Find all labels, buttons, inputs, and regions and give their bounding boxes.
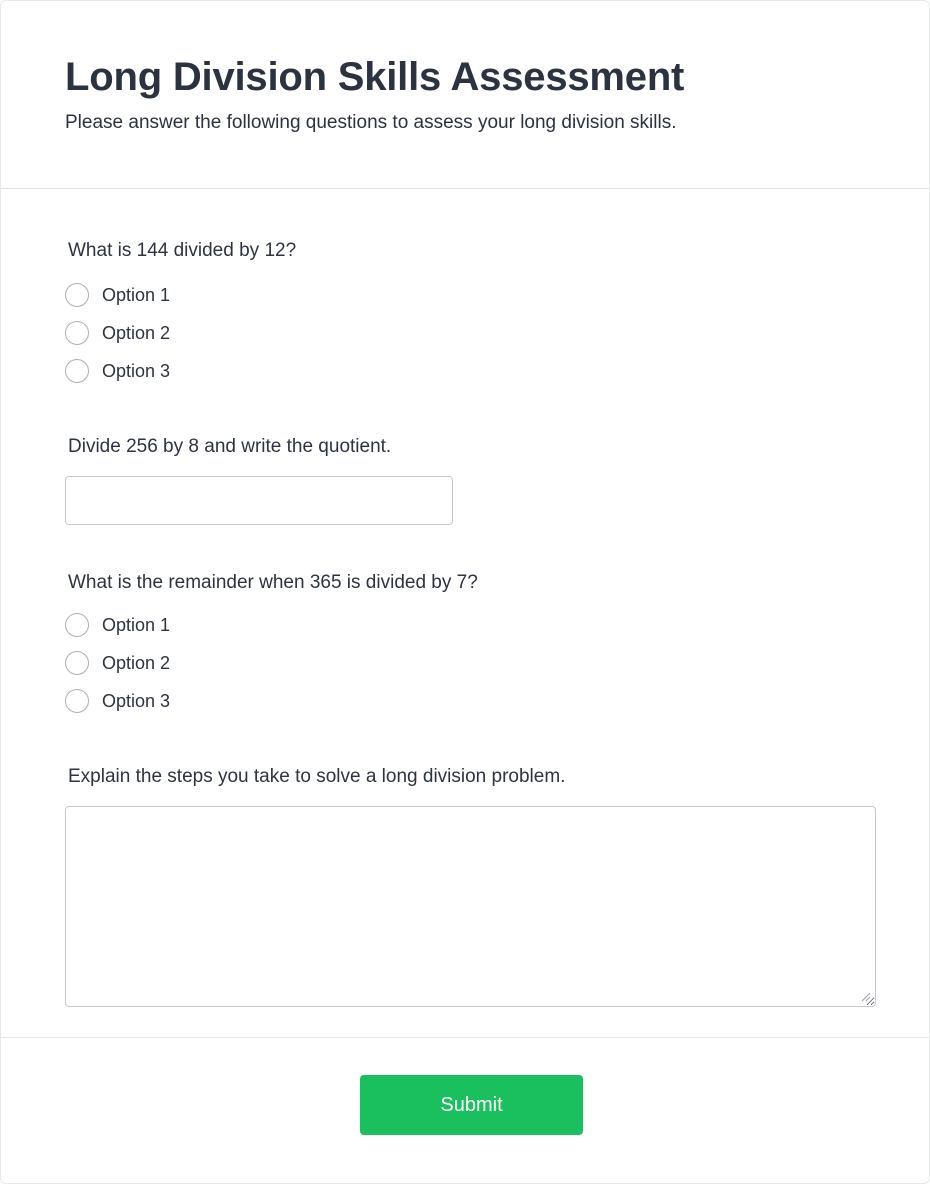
page-subtitle: Please answer the following questions to assess your long division skills. [65,112,677,133]
form-header [1,1,929,189]
radio-button[interactable] [65,359,89,383]
radio-button[interactable] [65,689,89,713]
submit-button[interactable]: Submit [360,1075,583,1135]
option-label: Option 2 [102,322,171,343]
question-3-label: What is the remainder when 365 is divided by 7? [68,572,478,593]
option-label: Option 3 [102,360,171,381]
question-3-option-2[interactable] [65,650,170,676]
quotient-input[interactable] [65,476,453,525]
radio-button[interactable] [65,613,89,637]
question-3-option-3[interactable] [65,688,170,714]
option-label: Option 1 [102,614,171,635]
radio-button[interactable] [65,321,89,345]
question-3-option-1[interactable] [65,612,170,638]
radio-button[interactable] [65,651,89,675]
question-1-option-3[interactable] [65,358,170,384]
radio-button[interactable] [65,283,89,307]
question-1-option-1[interactable] [65,282,170,308]
option-label: Option 3 [102,690,171,711]
question-4-label: Explain the steps you take to solve a long division problem. [68,766,566,787]
resize-grip-icon[interactable] [859,990,871,1002]
question-1-label: What is 144 divided by 12? [68,240,297,261]
option-label: Option 1 [102,284,171,305]
question-2-label: Divide 256 by 8 and write the quotient. [68,436,392,457]
page-title: Long Division Skills Assessment [65,55,685,99]
footer-divider [1,1037,929,1038]
question-1-option-2[interactable] [65,320,170,346]
option-label: Option 2 [102,652,171,673]
explanation-textarea[interactable] [65,806,876,1007]
